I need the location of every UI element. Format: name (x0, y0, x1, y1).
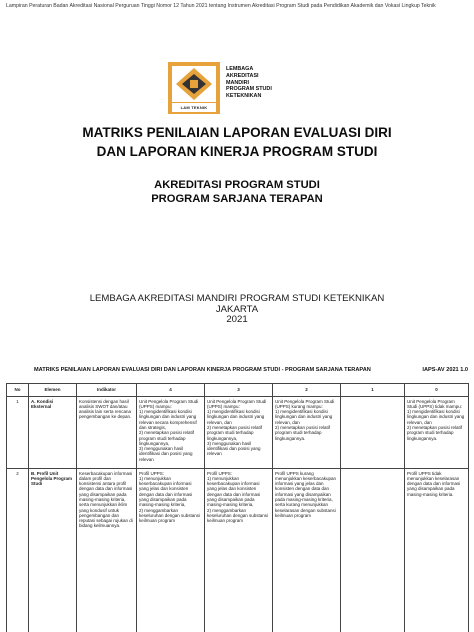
document-subtitle-line: AKREDITASI PROGRAM STUDI (154, 179, 320, 191)
document-subtitle (60, 178, 414, 206)
institution-block (60, 294, 414, 326)
document-subtitle-line: PROGRAM SARJANA TERAPAN (151, 193, 323, 205)
row-element: A. Kondisi Eksternal (29, 397, 77, 469)
document-title-line: MATRIKS PENILAIAN LAPORAN EVALUASI DIRI (82, 125, 392, 140)
institution-name: LEMBAGA AKREDITASI MANDIRI PROGRAM STUDI KETEKNIKAN (89, 293, 385, 304)
table-row (7, 397, 469, 469)
lam-teknik-logo (168, 62, 308, 118)
logo-line: MANDIRI (226, 79, 250, 86)
column-header: 0 (405, 384, 469, 397)
column-header: Indikator (77, 384, 137, 397)
logo-emblem (168, 62, 220, 114)
score-1-cell (341, 397, 405, 469)
logo-wordmark (226, 66, 308, 100)
logo-line: PROGRAM STUDI (226, 86, 272, 93)
institution-year: 2021 (226, 314, 248, 326)
matrix-heading: MATRIKS PENILAIAN LAPORAN EVALUASI DIRI DAN LAPORAN KINERJA PROGRAM STUDI - PROGRAM SARJANA TERAPAN (34, 367, 371, 373)
score-3-cell: Unit Pengelola Program Studi (UPPS) mampu: 1) mengidentifikasi kondisi lingkungan dan industri yang relevan, dan 2) menetapkan posisi relatif program studi terhadap lingkungannya, 3) menggunakan hasil identifikasi dan posisi yang relevan (205, 397, 273, 469)
table-row (7, 469, 469, 632)
score-3-cell: Profil UPPS: 1) menunjukkan keserbacakupan informasi yang jelas dan konsisten dengan data dan informasi yang disampaikan pada masing-masing kriteria, 2) menggambarkan keseluruhan dengan substansi keilmuan program (205, 469, 273, 632)
assessment-matrix-table (6, 383, 469, 632)
score-0-cell: Profil UPPS tidak menunjukkan keselarasan dengan data dan informasi yang disampaikan pada masing-masing kriteria. (405, 469, 469, 632)
score-4-cell: Unit Pengelola Program Studi (UPPS) mampu: 1) mengidentifikasi kondisi lingkungan dan industri yang relevan secara komprehensif dan strategis, 2) menetapkan posisi relatif program studi terhadap lingkungannya, 3) menggunakan hasil identifikasi dan posisi yang relevan (137, 397, 205, 469)
score-2-cell: Unit Pengelola Program Studi (UPPS) kurang mampu: 1) mengidentifikasi kondisi lingkungan dan industri yang relevan, dan 2) menetapkan posisi relatif program studi terhadap lingkungannya. (273, 397, 341, 469)
logo-line: AKREDITASI (226, 72, 259, 79)
column-header: 3 (205, 384, 273, 397)
logo-mark-text: LAM TEKNIK (180, 105, 208, 110)
document-title (40, 123, 434, 161)
score-2-cell: Profil UPPS kurang menunjukkan keserbacakupan informasi yang jelas dan konsisten dengan data dan informasi yang disampaikan pada masing-masing kriteria, serta kurang menunjukkan keselarasan dengan substansi keilmuan program (273, 469, 341, 632)
column-header: 1 (341, 384, 405, 397)
score-1-cell (341, 469, 405, 632)
document-code: IAPS-AV 2021 1.0 (422, 367, 468, 373)
document-title-line: DAN LAPORAN KINERJA PROGRAM STUDI (96, 144, 378, 159)
row-number: 2 (7, 469, 29, 632)
row-indicator: Konsistensi dengan hasil analisis SWOT dan/atau analisis lain serta rencana pengembangan ke depan. (77, 397, 137, 469)
row-indicator: Keserbacakupan informasi dalam profil dan konsistensi antara profil dengan data dan informasi yang disampaikan pada masing-masing kriteria, serta menunjukkan iklim yang kondusif untuk pengembangan dan reputasi sebagai rujukan di bidang keilmuannya. (77, 469, 137, 632)
table-header-row (7, 384, 469, 397)
column-header: Elemen (29, 384, 77, 397)
column-header: 4 (137, 384, 205, 397)
score-4-cell: Profil UPPS: 1) menunjukkan keserbacakupan informasi yang jelas dan konsisten dengan data dan informasi yang disampaikan pada masing-masing kriteria, 2) menggambarkan keseluruhan dengan substansi keilmuan program (137, 469, 205, 632)
column-header: 2 (273, 384, 341, 397)
institution-city: JAKARTA (215, 303, 259, 315)
logo-line: LEMBAGA (226, 66, 254, 72)
row-number: 1 (7, 397, 29, 469)
row-element: B. Profil Unit Pengelola Program Studi (29, 469, 77, 632)
logo-line: KETEKNIKAN (226, 93, 262, 100)
regulation-note: Lampiran Peraturan Badan Akreditasi Nasional Perguruan Tinggi Nomor 12 Tahun 2021 tentang Instrumen Akreditasi Program Studi pada Pendidikan Akademik dan Vokasi Lingkup Teknik (6, 3, 436, 9)
column-header: No (7, 384, 29, 397)
score-0-cell: Unit Pengelola Program Studi (UPPS) tidak mampu: 1) mengidentifikasi kondisi lingkungan dan industri yang relevan, dan 2) menetapkan posisi relatif program studi terhadap lingkungannya. (405, 397, 469, 469)
